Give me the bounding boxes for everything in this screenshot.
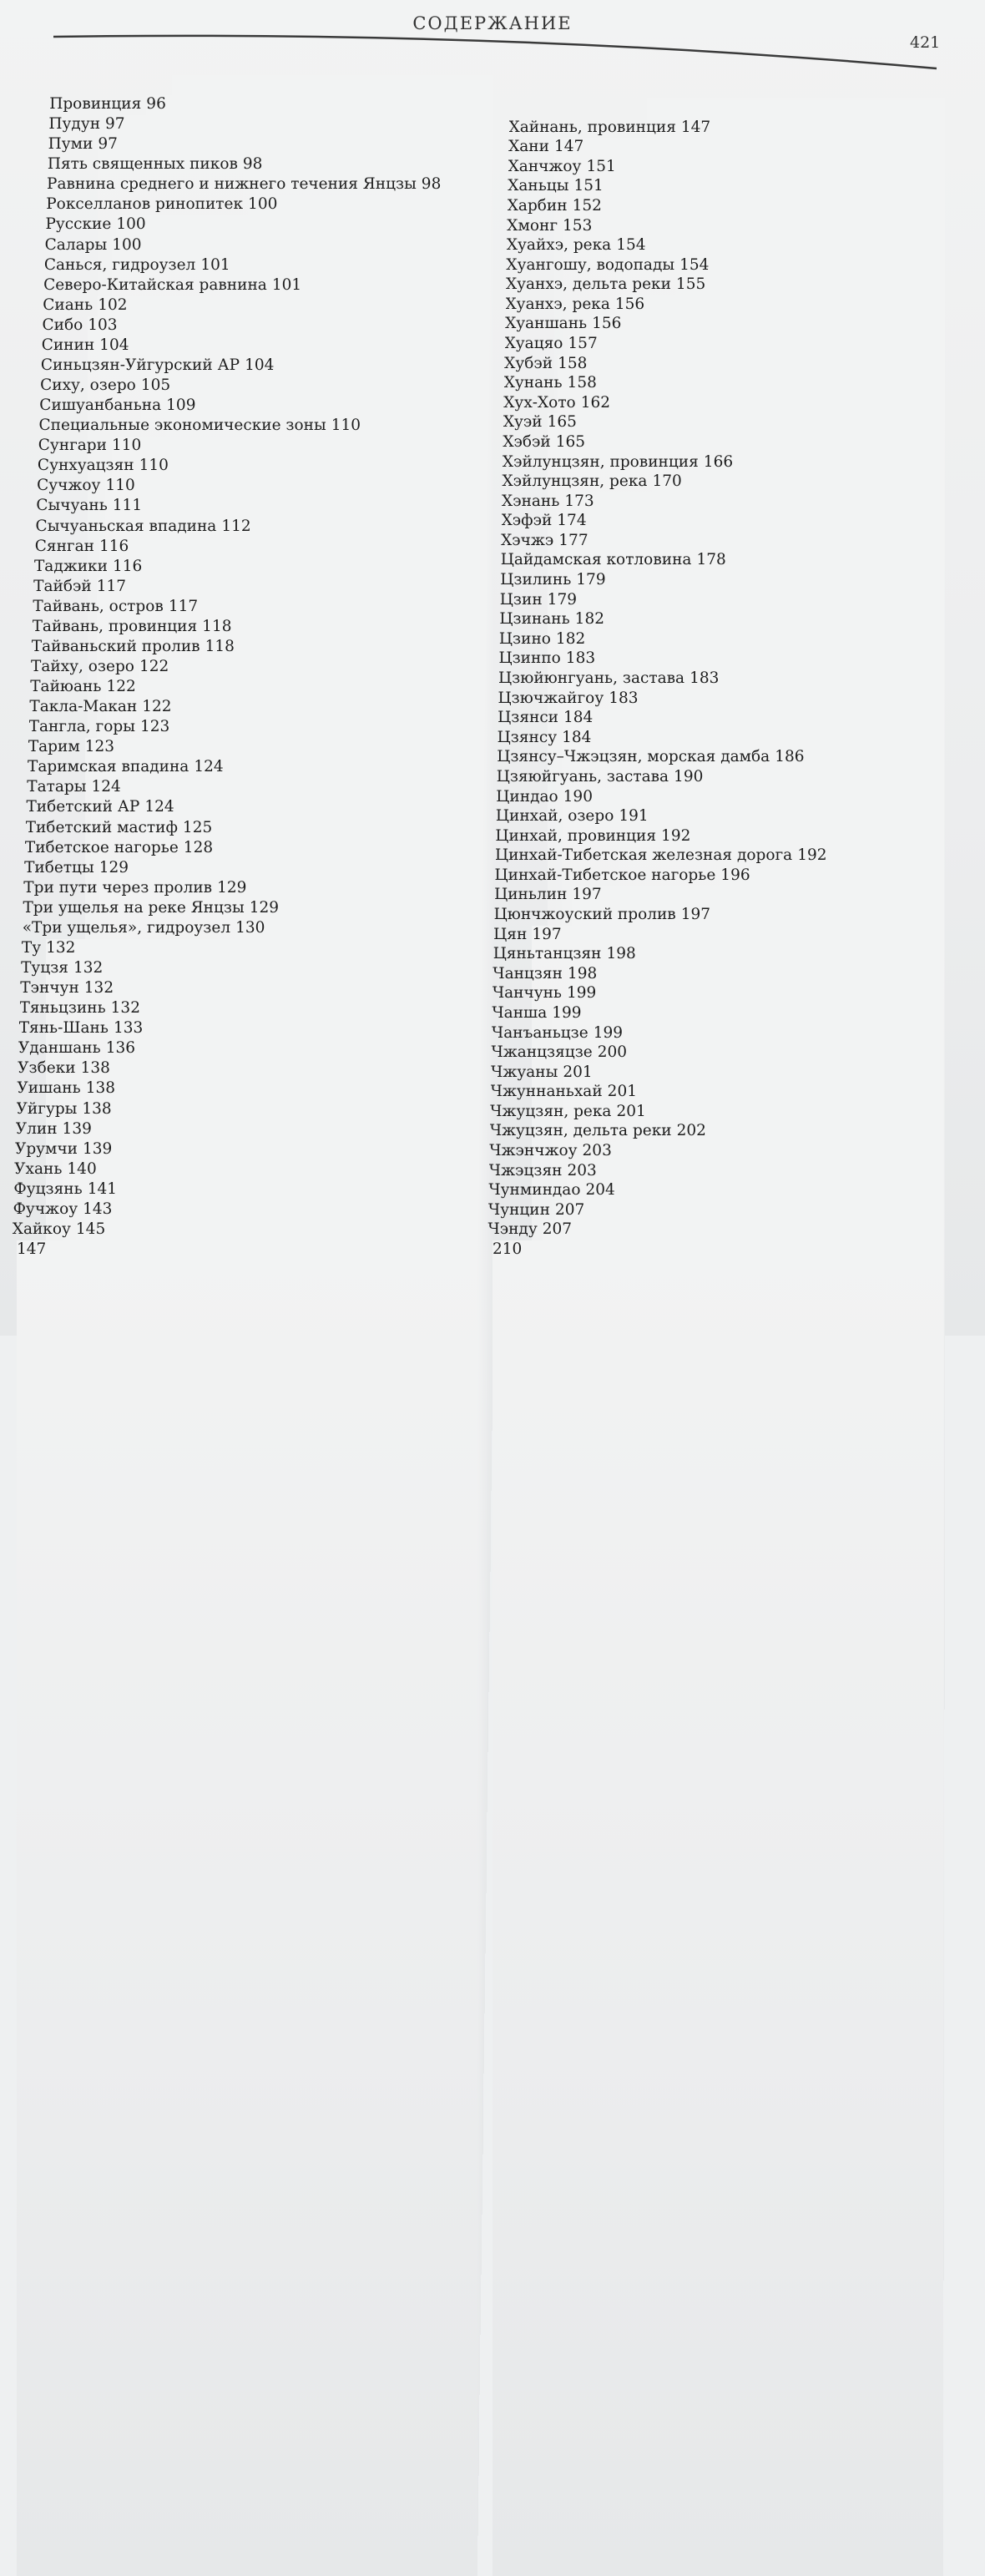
toc-entry-page: 154	[616, 236, 945, 1572]
toc-entry-page: 197	[572, 886, 943, 2221]
running-head: СОДЕРЖАНИЕ	[412, 13, 573, 33]
toc-entry-title: Тяньцзинь	[19, 999, 106, 1018]
toc-entry-page: 100	[116, 215, 490, 1551]
toc-entry-page: 179	[576, 571, 944, 1907]
toc-entry-title: Хуацяо	[504, 335, 563, 353]
toc-entry-page: 118	[205, 638, 486, 1973]
toc-entry-title: Тайваньский пролив	[31, 637, 200, 655]
toc-entry-page: 147	[554, 138, 945, 1473]
toc-entry-title: Хэбэй	[503, 432, 551, 451]
toc-entry-title: Цзин	[499, 590, 543, 609]
toc-entry-title: Цзинпо	[498, 649, 561, 668]
toc-entry-page: 104	[99, 336, 489, 1672]
toc-entry-page: 138	[82, 1100, 479, 2436]
toc-entry-page: 201	[616, 1103, 943, 2438]
toc-entry-title: Провинция	[49, 95, 142, 114]
toc-entry-title: Тангла, горы	[28, 718, 135, 736]
toc-entry-page: 197	[681, 906, 944, 2241]
toc-entry-page: 203	[567, 1162, 943, 2498]
toc-entry-title: Цзючжайгоу	[498, 689, 604, 707]
toc-entry-page: 204	[585, 1181, 943, 2517]
toc-entry-title: Такла-Макан	[29, 698, 138, 716]
toc-entry-page: 199	[594, 1024, 944, 2360]
toc-entry-title: Три пути через пролив	[23, 878, 213, 897]
toc-entry-title: Чунцин	[487, 1200, 550, 1219]
toc-entry-title: Сычуаньская впадина	[35, 517, 217, 535]
toc-entry-page: 147	[681, 119, 945, 1454]
toc-entry-page: 151	[573, 177, 944, 1513]
toc-entry-title: Цзилинь	[500, 571, 572, 589]
toc-entry-title: Сычуань	[36, 497, 108, 515]
toc-entry-page: 122	[139, 658, 485, 1993]
toc-entry-title: Чанцзян	[492, 964, 563, 982]
toc-entry-title: Циндао	[496, 787, 558, 806]
toc-entry-title: Сиань	[43, 295, 93, 314]
toc-entry-title: Хуаншань	[505, 315, 588, 333]
toc-entry-title: Северо-Китайская равнина	[43, 275, 267, 294]
toc-entry-page: 183	[566, 649, 944, 1985]
toc-entry-page: 112	[221, 518, 487, 1853]
toc-entry-title: Тибетцы	[24, 858, 94, 876]
toc-entry-page: 179	[548, 591, 944, 1927]
toc-entry-title: Хуанхэ, дельта реки	[505, 275, 671, 294]
toc-entry-page: 98	[422, 175, 492, 1511]
toc-entry-page: 103	[88, 316, 489, 1652]
toc-entry-page: 132	[84, 979, 481, 2315]
toc-entry-page: 125	[183, 819, 483, 2154]
toc-entry-page: 156	[615, 295, 945, 1631]
toc-entry-title: Хух-Хото	[503, 393, 576, 412]
toc-entry-title: Русские	[45, 215, 112, 234]
toc-entry-page: 129	[99, 859, 482, 2195]
toc-entry-page: 145	[76, 1220, 477, 2556]
toc-entry-page: 201	[608, 1083, 944, 2418]
toc-entry-page: 139	[83, 1140, 479, 2476]
toc-entry-title: Пудун	[48, 115, 101, 134]
toc-entry-page: 207	[543, 1220, 943, 2556]
toc-entry-title: Чэнду	[487, 1220, 538, 1239]
toc-entry-page: 197	[532, 926, 943, 2261]
toc-entry-title: Санься, гидроузел	[43, 255, 196, 274]
toc-entry-title: Тибетский АР	[26, 798, 140, 816]
toc-entry-page: 100	[248, 195, 491, 1531]
toc-entry-page: 155	[676, 275, 945, 1611]
toc-entry-title: Три ущелья на реке Янцзы	[23, 898, 245, 917]
toc-entry-title: Чжэнчжоу	[489, 1142, 578, 1160]
toc-entry-page: 151	[586, 158, 944, 1493]
toc-entry-title: Чанчунь	[492, 984, 562, 1003]
toc-entry-title: Сунхуацзян	[37, 457, 134, 475]
toc-entry-title: Пять священных пиков	[47, 155, 238, 174]
toc-entry-page: 129	[217, 879, 482, 2215]
toc-entry-page: 182	[575, 610, 944, 1946]
toc-entry-title: Хуанхэ, река	[505, 295, 610, 313]
toc-entry-title: Сишуанбаньна	[39, 397, 162, 415]
toc-entry-title: Узбеки	[18, 1059, 76, 1078]
toc-entry-page: 170	[652, 472, 944, 1808]
toc-entry-page: 156	[592, 315, 945, 1650]
toc-entry-page: 183	[609, 689, 944, 2025]
toc-entry-title: Синин	[41, 336, 95, 354]
toc-entry-title: Чжэцзян	[488, 1161, 563, 1179]
toc-entry-page: 124	[144, 798, 482, 2134]
toc-entry-page: 158	[568, 374, 945, 1710]
toc-entry-page: 123	[85, 738, 484, 2073]
toc-entry-title: Уданшань	[18, 1039, 101, 1058]
toc-entry-page: 97	[105, 115, 492, 1451]
toc-entry[interactable]	[12, 1240, 477, 2576]
toc-entry-title: Цзяюйгуань, застава	[496, 767, 669, 785]
toc-entry-title: Хэйлунцзян, провинция	[502, 452, 699, 471]
toc-entry-title: Ханчжоу	[508, 157, 582, 175]
toc-entry-page: 101	[272, 276, 490, 1612]
toc-entry-title: Цзино	[498, 629, 551, 648]
toc-entry-page: 130	[235, 919, 482, 2255]
toc-entry-page: 110	[112, 437, 487, 1772]
toc-entry-title: Хэйлунцзян, река	[502, 472, 648, 491]
toc-entry-page: 109	[166, 397, 488, 1732]
toc-entry-page: 184	[563, 709, 944, 2044]
toc-entry-page: 117	[97, 578, 487, 1913]
toc-entry-page: 132	[46, 939, 482, 2275]
toc-entry-title: Тарим	[28, 738, 80, 756]
toc-entry-page: 177	[558, 532, 944, 1867]
toc-entry-page: 98	[243, 155, 492, 1491]
toc-entry-page: 200	[598, 1043, 944, 2379]
toc-entry-title: Цзянси	[498, 709, 559, 727]
toc-entry-page: 97	[98, 135, 492, 1471]
toc-entry-page: 154	[679, 256, 945, 1592]
toc-entry-title: Чжуннаньхай	[490, 1083, 603, 1101]
toc-entry-page: 124	[91, 778, 483, 2114]
toc-entry-title: Хайнань, провинция	[508, 118, 676, 136]
toc-entry-title: Рокселланов ринопитек	[46, 195, 244, 214]
toc-entry-title: Хуангошу, водопады	[506, 255, 675, 274]
toc-entry-title: Синьцзян-Уйгурский АР	[40, 356, 240, 374]
toc-entry-page: 132	[73, 959, 481, 2295]
toc-entry-title: Чжуцзян, река	[490, 1102, 612, 1120]
toc-entry-title: Цзянсу–Чжэцзян, морская дамба	[497, 748, 770, 766]
toc-entry-title: Цинхай, провинция	[495, 826, 657, 845]
toc-entry-title: Тянь-Шань	[18, 1019, 109, 1038]
toc-entry-page: 198	[607, 945, 944, 2281]
toc-entry-page: 124	[194, 758, 483, 2094]
toc-entry-page: 96	[146, 95, 492, 1431]
toc-entry-page: 104	[245, 356, 489, 1692]
toc-entry-page: 132	[111, 999, 481, 2335]
toc-entry-page: 110	[331, 417, 488, 1752]
toc-entry-title: Тайху, озеро	[31, 658, 134, 675]
toc-entry-title: Хубэй	[504, 354, 553, 372]
toc-entry-page: 116	[113, 558, 487, 1893]
toc-entry-title: Ханьцы	[508, 177, 569, 195]
toc-entry-title: Цзинань	[499, 610, 570, 629]
toc-entry-title: Хмонг	[507, 216, 558, 235]
toc-entry-title: Таримская впадина	[28, 758, 189, 776]
toc-entry-page: 190	[674, 768, 944, 2104]
toc-entry-page: 186	[775, 748, 944, 2084]
toc-entry-page: 199	[567, 984, 943, 2320]
toc-entry-title: Равнина среднего и нижнего течения Янцзы	[47, 175, 417, 194]
toc-entry-page: 141	[88, 1180, 478, 2516]
toc-entry-title: Чжуцзян, дельта реки	[489, 1122, 672, 1140]
toc-entry-title: Цайдамская котловина	[500, 551, 692, 569]
toc-entry-page: 152	[573, 197, 945, 1533]
toc-entry-title: Цинхай, озеро	[495, 807, 614, 826]
toc-entry-page: 100	[112, 236, 490, 1572]
toc-entry-page: 110	[105, 477, 487, 1812]
toc-entry-page: 138	[86, 1079, 480, 2415]
toc-entry-page: 139	[63, 1120, 479, 2456]
toc-entry-title: Сунгари	[38, 437, 107, 455]
toc-entry-page: 183	[690, 669, 944, 2005]
toc-entry-page: 184	[562, 729, 944, 2064]
toc-entry-title: Чанъаньцзе	[491, 1023, 588, 1042]
toc-entry-title: «Три ущелья», гидроузел	[22, 918, 231, 937]
toc-entry-title: Сиху, озеро	[40, 376, 136, 395]
toc-entry-page: 202	[677, 1122, 944, 2457]
toc-entry-page: 165	[556, 433, 945, 1769]
toc-entry-page: 165	[548, 413, 945, 1749]
toc-entry-title: Чжуаны	[491, 1063, 558, 1081]
toc-entry[interactable]	[487, 1240, 943, 2576]
toc-entry-title: Салары	[44, 235, 108, 254]
toc-entry-page: 128	[184, 839, 482, 2174]
toc-entry-page: 129	[250, 899, 482, 2235]
toc-entry-title: Специальные экономические зоны	[38, 417, 326, 435]
toc-entry-title: Татары	[27, 778, 87, 796]
toc-entry-title: Хэфэй	[501, 512, 553, 530]
toc-entry-page: 138	[81, 1059, 480, 2395]
toc-entry-title: Хани	[508, 138, 549, 156]
toc-entry-title: Цинхай-Тибетская железная дорога	[494, 846, 793, 865]
toc-entry-page: 111	[113, 497, 487, 1832]
toc-entry-page: 101	[200, 256, 490, 1592]
toc-entry-title: Тибетское нагорье	[24, 838, 179, 856]
page-number: 421	[910, 33, 941, 52]
toc-entry-page: 143	[83, 1200, 478, 2536]
toc-entry-page: 190	[563, 788, 944, 2124]
toc-entry-title: Тэнчун	[20, 979, 79, 998]
toc-entry-title: Тайвань, провинция	[32, 617, 198, 635]
toc-entry-page: 122	[106, 678, 484, 2013]
toc-entry-page: 174	[557, 512, 944, 1847]
toc-entry-title: Фуцзянь	[13, 1179, 83, 1198]
toc-entry-page: 105	[141, 376, 489, 1712]
toc-entry-page: 122	[142, 698, 484, 2033]
toc-entry-page: 147	[17, 1240, 477, 2576]
toc-entry-page: 199	[552, 1004, 943, 2340]
toc-entry-title: Туцзя	[21, 959, 68, 977]
toc-entry-title: Чжанцзяцзе	[491, 1043, 593, 1062]
toc-entry-page: 210	[492, 1240, 943, 2576]
toc-entry-title: Хэчжэ	[501, 531, 554, 549]
toc-entry-page: 196	[720, 866, 943, 2202]
toc-entry-page: 117	[169, 598, 486, 1933]
toc-entry-page: 153	[563, 217, 945, 1553]
toc-entry-page: 110	[139, 457, 487, 1792]
toc-entry-page: 166	[704, 453, 945, 1789]
toc-entry-page: 116	[99, 538, 487, 1873]
toc-entry-page: 140	[67, 1160, 478, 2496]
toc-entry-title: Сянган	[34, 537, 94, 555]
toc-entry-title: Пуми	[48, 135, 93, 154]
toc-entry-title: Хуэй	[503, 413, 543, 432]
toc-entry-page: 201	[563, 1063, 943, 2399]
toc-entry-title: Тибетский мастиф	[25, 818, 178, 836]
toc-entry-title: Сибо	[42, 316, 83, 334]
toc-entry-page: 191	[619, 807, 943, 2143]
toc-entry-title: Таджики	[33, 557, 108, 575]
toc-entry-title: Хайкоу	[12, 1220, 71, 1238]
toc-entry-title: Уишань	[17, 1079, 81, 1098]
toc-entry-page: 207	[555, 1201, 943, 2537]
toc-entry-title: Цзянсу	[497, 728, 558, 746]
toc-entry-page: 123	[140, 718, 484, 2053]
toc-entry-page: 158	[558, 355, 944, 1690]
toc-entry-title: Цюнчжоуский пролив	[493, 906, 676, 924]
toc-entry-title: Тайвань, остров	[33, 597, 164, 615]
toc-entry-title: Циньлин	[494, 886, 568, 904]
toc-entry-title: Сучжоу	[37, 477, 101, 495]
toc-entry-page: 133	[114, 1019, 480, 2355]
toc-entry-page: 198	[568, 965, 944, 2301]
toc-entry-title: Харбин	[507, 196, 568, 215]
toc-entry-title: Чанша	[492, 1003, 548, 1022]
toc-entry-page: 157	[568, 335, 944, 1670]
toc-entry-page: 162	[581, 394, 945, 1730]
toc-entry-page: 203	[583, 1142, 944, 2478]
toc-entry-title: Хэнань	[502, 492, 560, 510]
toc-entry-page: 118	[202, 618, 485, 1953]
toc-entry-title: Фучжоу	[13, 1200, 78, 1218]
toc-entry-title: Цяньтанцзян	[492, 945, 602, 963]
toc-entry-title: Хунань	[503, 374, 563, 392]
toc-entry-page: 178	[696, 551, 944, 1887]
toc-entry-title: Цзюйюнгуань, застава	[498, 669, 685, 687]
toc-entry-page: 192	[661, 827, 944, 2163]
toc-entry-title: Уйгуры	[16, 1099, 78, 1118]
toc-entry-page: 192	[797, 846, 943, 2182]
toc-entry-title: Тайбэй	[33, 577, 92, 595]
toc-entry-title: Ту	[21, 938, 42, 957]
toc-entry-title: Тайюань	[30, 678, 102, 696]
toc-entry-title: Улин	[15, 1119, 58, 1138]
toc-entry-page: 173	[564, 492, 944, 1828]
toc-entry-page: 102	[98, 296, 489, 1632]
toc-entry-title: Урумчи	[14, 1139, 78, 1158]
toc-entry-title: Чунминдао	[488, 1181, 581, 1200]
toc-entry-page: 182	[556, 630, 944, 1966]
toc-entry-title: Цян	[493, 925, 528, 943]
toc-entry-title: Хуайхэ, река	[506, 236, 612, 255]
toc-entry-title: Ухань	[14, 1159, 63, 1178]
toc-entry-title: Цинхай-Тибетское нагорье	[494, 866, 716, 884]
toc-entry-page: 136	[106, 1039, 480, 2375]
